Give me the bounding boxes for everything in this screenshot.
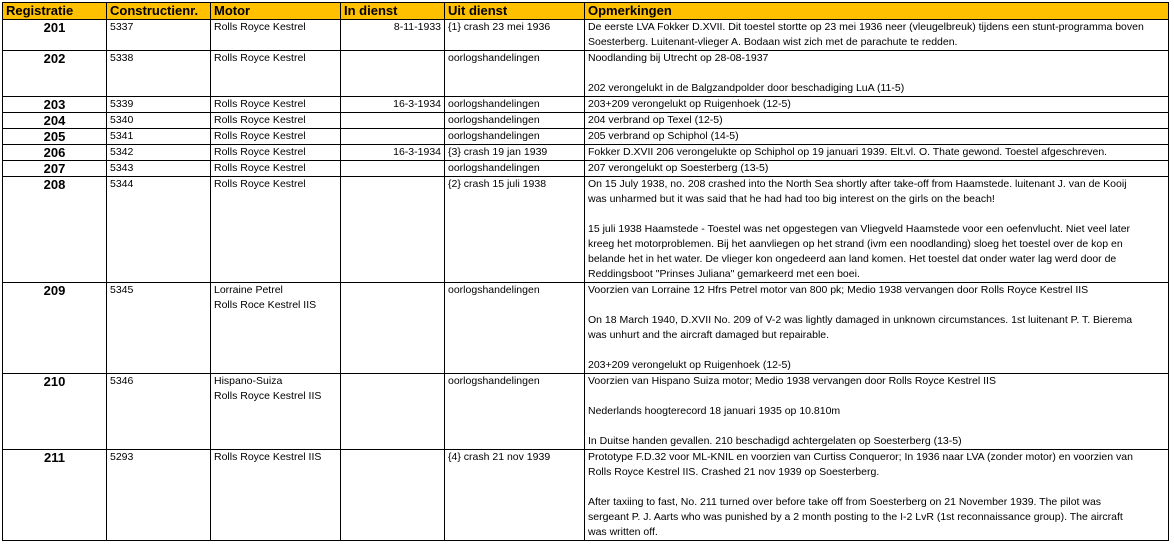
table-row xyxy=(3,374,1169,450)
remark-line: belande het in het water. De vlieger kon ongedeerd aan land komen. Het toestel dat onder water lag werd door de xyxy=(588,253,1117,265)
paragraph-gap xyxy=(588,343,1165,358)
cell-registratie[interactable]: 201 xyxy=(3,20,107,51)
remark-line: 15 juli 1938 Haamstede - Toestel was net opgestegen van Vliegveld Haamstede voor een oefenvlucht. Niet veel later xyxy=(588,223,1131,235)
cell-opmerkingen[interactable] xyxy=(585,145,1169,161)
paragraph-gap xyxy=(588,207,1165,222)
cell-in-dienst[interactable] xyxy=(341,450,445,541)
remark-line: was unharmed but it was said that he had had too big interest on the girls on the beach! xyxy=(588,193,995,205)
cell-constructienr[interactable]: 5343 xyxy=(107,161,211,177)
aircraft-register-table xyxy=(2,2,1169,541)
cell-uit-dienst[interactable]: oorlogshandelingen xyxy=(445,283,585,374)
cell-in-dienst[interactable] xyxy=(341,113,445,129)
remark-line: 204 verbrand op Texel (12-5) xyxy=(588,114,723,126)
cell-motor[interactable] xyxy=(211,177,341,283)
cell-uit-dienst[interactable]: {2} crash 15 juli 1938 xyxy=(445,177,585,283)
cell-opmerkingen[interactable] xyxy=(585,113,1169,129)
header-row xyxy=(3,3,1169,20)
motor-line: Rolls Royce Kestrel xyxy=(214,21,306,33)
cell-in-dienst[interactable]: 8-11-1933 xyxy=(341,20,445,51)
cell-uit-dienst[interactable]: oorlogshandelingen xyxy=(445,113,585,129)
paragraph-gap xyxy=(588,66,1165,81)
cell-motor[interactable] xyxy=(211,113,341,129)
header-opmerkingen[interactable]: Opmerkingen xyxy=(585,3,1169,20)
cell-motor[interactable] xyxy=(211,129,341,145)
paragraph-gap xyxy=(588,419,1165,434)
cell-registratie[interactable]: 208 xyxy=(3,177,107,283)
remark-line: 203+209 verongelukt op Ruigenhoek (12-5) xyxy=(588,98,791,110)
motor-line: Rolls Royce Kestrel xyxy=(214,162,306,174)
cell-opmerkingen[interactable] xyxy=(585,129,1169,145)
remark-line: 205 verbrand op Schiphol (14-5) xyxy=(588,130,739,142)
motor-line: Rolls Royce Kestrel xyxy=(214,98,306,110)
remark-line: Nederlands hoogterecord 18 januari 1935 op 10.810m xyxy=(588,405,841,417)
remark-line: Reddingsboot "Prinses Juliana" gemarkeerd met een boei. xyxy=(588,268,860,280)
cell-in-dienst[interactable] xyxy=(341,129,445,145)
cell-constructienr[interactable]: 5339 xyxy=(107,97,211,113)
motor-line: Lorraine Petrel xyxy=(214,284,283,296)
motor-line: Rolls Roce Kestrel IIS xyxy=(214,299,317,311)
motor-line: Rolls Royce Kestrel xyxy=(214,114,306,126)
cell-opmerkingen[interactable] xyxy=(585,177,1169,283)
table-row xyxy=(3,283,1169,374)
cell-motor[interactable] xyxy=(211,161,341,177)
remark-line: Voorzien van Lorraine 12 Hfrs Petrel motor van 800 pk; Medio 1938 vervangen door Rolls Royce Kestrel IIS xyxy=(588,284,1089,296)
cell-in-dienst[interactable]: 16-3-1934 xyxy=(341,145,445,161)
paragraph-gap xyxy=(588,480,1165,495)
cell-opmerkingen[interactable] xyxy=(585,20,1169,51)
table-row xyxy=(3,51,1169,97)
remark-line: Noodlanding bij Utrecht op 28-08-1937 xyxy=(588,52,769,64)
motor-line: Rolls Royce Kestrel xyxy=(214,146,306,158)
cell-opmerkingen[interactable] xyxy=(585,161,1169,177)
cell-in-dienst[interactable] xyxy=(341,374,445,450)
cell-motor[interactable] xyxy=(211,145,341,161)
remark-line: In Duitse handen gevallen. 210 beschadigd achtergelaten op Soesterberg (13-5) xyxy=(588,435,962,447)
cell-opmerkingen[interactable] xyxy=(585,97,1169,113)
remark-line: kreeg het motorproblemen. Bij het aanvliegen op het strand (ivm een noodlanding) sloeg het toestel over de kop en xyxy=(588,238,1123,250)
motor-line: Rolls Royce Kestrel xyxy=(214,178,306,190)
remark-line: Soesterberg. Luitenant-vlieger A. Bodaan wist zich met de parachute te redden. xyxy=(588,36,958,48)
remark-line: 203+209 verongelukt op Ruigenhoek (12-5) xyxy=(588,359,791,371)
remark-line: Prototype F.D.32 voor ML-KNIL en voorzien van Curtiss Conqueror; In 1936 naar LVA (zonder motor) en voorzien van xyxy=(588,451,1133,463)
remark-line: was unhurt and the aircraft damaged but repairable. xyxy=(588,329,830,341)
cell-uit-dienst[interactable]: oorlogshandelingen xyxy=(445,374,585,450)
cell-constructienr[interactable]: 5340 xyxy=(107,113,211,129)
remark-line: 207 verongelukt op Soesterberg (13-5) xyxy=(588,162,769,174)
cell-constructienr[interactable]: 5341 xyxy=(107,129,211,145)
cell-motor[interactable] xyxy=(211,20,341,51)
cell-uit-dienst[interactable]: oorlogshandelingen xyxy=(445,97,585,113)
cell-opmerkingen[interactable] xyxy=(585,450,1169,541)
header-constructienr[interactable]: Constructienr. xyxy=(107,3,211,20)
cell-registratie[interactable]: 210 xyxy=(3,374,107,450)
header-motor[interactable]: Motor xyxy=(211,3,341,20)
cell-registratie[interactable]: 205 xyxy=(3,129,107,145)
table-row xyxy=(3,450,1169,541)
cell-uit-dienst[interactable]: oorlogshandelingen xyxy=(445,129,585,145)
cell-constructienr[interactable]: 5345 xyxy=(107,283,211,374)
motor-line: Rolls Royce Kestrel xyxy=(214,130,306,142)
cell-opmerkingen[interactable] xyxy=(585,283,1169,374)
cell-registratie[interactable]: 203 xyxy=(3,97,107,113)
cell-registratie[interactable]: 211 xyxy=(3,450,107,541)
cell-constructienr[interactable]: 5346 xyxy=(107,374,211,450)
remark-line: Fokker D.XVII 206 verongelukte op Schiphol op 19 januari 1939. Elt.vl. O. Thate gewond. Toestel afgeschreven. xyxy=(588,146,1108,158)
cell-in-dienst[interactable] xyxy=(341,177,445,283)
remark-line: sergeant P. J. Aarts who was punished by a 2 month posting to the I-2 LvR (1st reconnaissance group). The aircraft xyxy=(588,511,1123,523)
motor-line: Rolls Royce Kestrel IIS xyxy=(214,451,322,463)
paragraph-gap xyxy=(588,298,1165,313)
cell-motor[interactable] xyxy=(211,450,341,541)
cell-registratie[interactable]: 204 xyxy=(3,113,107,129)
cell-uit-dienst[interactable]: {3} crash 19 jan 1939 xyxy=(445,145,585,161)
motor-line: Hispano-Suiza xyxy=(214,375,283,387)
table-row xyxy=(3,113,1169,129)
cell-opmerkingen[interactable] xyxy=(585,51,1169,97)
cell-motor[interactable] xyxy=(211,283,341,374)
cell-opmerkingen[interactable] xyxy=(585,374,1169,450)
table-row xyxy=(3,161,1169,177)
cell-registratie[interactable]: 206 xyxy=(3,145,107,161)
table-row xyxy=(3,20,1169,51)
cell-motor[interactable] xyxy=(211,97,341,113)
table-row xyxy=(3,97,1169,113)
remark-line: After taxiing to fast, No. 211 turned over before take off from Soesterberg on 21 November 1939. The pilot was xyxy=(588,496,1102,508)
cell-uit-dienst[interactable]: oorlogshandelingen xyxy=(445,51,585,97)
header-in-dienst[interactable]: In dienst xyxy=(341,3,445,20)
cell-motor[interactable] xyxy=(211,51,341,97)
cell-constructienr[interactable]: 5344 xyxy=(107,177,211,283)
cell-motor[interactable] xyxy=(211,374,341,450)
remark-line: De eerste LVA Fokker D.XVII. Dit toestel stortte op 23 mei 1936 neer (vleugelbreuk) tijdens een stunt-programma boven xyxy=(588,21,1144,33)
remark-line: On 18 March 1940, D.XVII No. 209 of V-2 was lightly damaged in unknown circumstances. 1st luitenant P. T. Bierema xyxy=(588,314,1133,326)
table-row xyxy=(3,129,1169,145)
table-row xyxy=(3,177,1169,283)
remark-line: Rolls Royce Kestrel IIS. Crashed 21 nov 1939 op Soesterberg. xyxy=(588,466,880,478)
cell-constructienr[interactable]: 5342 xyxy=(107,145,211,161)
cell-registratie[interactable]: 209 xyxy=(3,283,107,374)
cell-constructienr[interactable]: 5293 xyxy=(107,450,211,541)
remark-line: On 15 July 1938, no. 208 crashed into the North Sea shortly after take-off from Haamstede. luitenant J. van de Kooij xyxy=(588,178,1127,190)
cell-registratie[interactable]: 207 xyxy=(3,161,107,177)
remark-line: 202 verongelukt in de Balgzandpolder door beschadiging LuA (11-5) xyxy=(588,82,905,94)
paragraph-gap xyxy=(588,389,1165,404)
table-row xyxy=(3,145,1169,161)
cell-in-dienst[interactable] xyxy=(341,161,445,177)
remark-line: was written off. xyxy=(588,526,658,538)
cell-in-dienst[interactable] xyxy=(341,283,445,374)
cell-constructienr[interactable]: 5337 xyxy=(107,20,211,51)
remark-line: Voorzien van Hispano Suiza motor; Medio 1938 vervangen door Rolls Royce Kestrel IIS xyxy=(588,375,996,387)
cell-constructienr[interactable]: 5338 xyxy=(107,51,211,97)
motor-line: Rolls Royce Kestrel xyxy=(214,52,306,64)
cell-in-dienst[interactable]: 16-3-1934 xyxy=(341,97,445,113)
header-registratie[interactable]: Registratie xyxy=(3,3,107,20)
motor-line: Rolls Royce Kestrel IIS xyxy=(214,390,322,402)
header-uit-dienst[interactable]: Uit dienst xyxy=(445,3,585,20)
cell-uit-dienst[interactable]: oorlogshandelingen xyxy=(445,161,585,177)
cell-uit-dienst[interactable]: {1} crash 23 mei 1936 xyxy=(445,20,585,51)
cell-in-dienst[interactable] xyxy=(341,51,445,97)
cell-registratie[interactable]: 202 xyxy=(3,51,107,97)
cell-uit-dienst[interactable]: {4} crash 21 nov 1939 xyxy=(445,450,585,541)
